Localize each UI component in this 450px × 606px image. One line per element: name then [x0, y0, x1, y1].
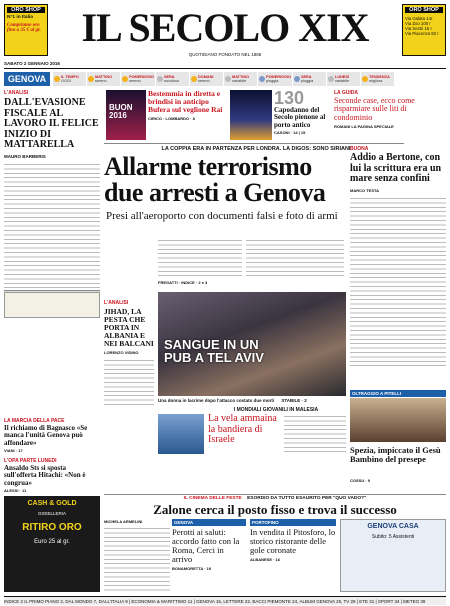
headline[interactable]: JIHAD, LA PESTA CHE PORTA IN ALBANIA E NEI BALCANI [104, 307, 154, 348]
section: GENOVA [172, 519, 246, 526]
left-promo-line2: Compriamo oro [7, 23, 40, 28]
lead-ref: FREGATTI · INDICE · 2 e 3 [158, 280, 208, 285]
body-text [350, 196, 446, 366]
right-promo-line: Via Piacenza 82 r [405, 31, 439, 36]
ad-right[interactable] [340, 519, 446, 592]
kicker: L'OPA PARTE LUNEDÌ [4, 458, 57, 464]
right-column [350, 146, 446, 386]
rain-icon [259, 76, 265, 82]
strip-story-1 [148, 90, 228, 140]
weather-strip [52, 72, 394, 86]
body-text [104, 526, 170, 592]
body-text [104, 358, 154, 408]
kicker: L'ANALISI [104, 300, 129, 306]
ref: VIANI · 17 [4, 448, 23, 454]
ref: ALESSI · 11 [4, 488, 27, 494]
headline[interactable]: DALL'EVASIONE FISCALE AL LAVORO IL FELICE INIZIO DI MATTARELLA [4, 97, 99, 150]
ad-left[interactable] [4, 496, 100, 592]
kicker: LA MARCIA DELLA PACE [4, 418, 65, 424]
headline[interactable]: Seconde case, ecco come risparmiare sulle liti di condominio [334, 96, 415, 122]
party-photo [106, 90, 146, 140]
lead-deck: Presi all'aeroporto con documenti falsi e foto di armi [106, 210, 338, 222]
headline[interactable]: In vendita il Pitosforo, lo storico ristorante delle gole coronate [250, 527, 336, 555]
weather-cell: IL TEMPO OGGI [52, 72, 86, 86]
left-promo [4, 4, 48, 56]
headline[interactable]: Bestemmia in diretta e brindisi in anticipo Bufera sul veglione Rai [148, 90, 223, 114]
genova-story [172, 519, 246, 595]
ad-sub: GIOIELLERIA [37, 511, 66, 516]
left-promo-label: ORO SHOP [7, 7, 45, 13]
photo-caption [158, 398, 346, 403]
cinema-kicker [104, 496, 446, 501]
kicker: L'ANALISI [4, 90, 29, 96]
sun-icon [88, 76, 94, 82]
oltraggio-box [350, 390, 446, 490]
weather-cell: DOMANI sereno [189, 72, 223, 86]
tel-aviv-photo[interactable] [158, 292, 346, 396]
masthead-title[interactable]: IL SECOLO XIX [81, 8, 369, 48]
center-body [284, 414, 346, 454]
footer-index: INDICE 2 IL PRIMO PIANO 2, DAL MONDO 7, DALL'ITALIA 9 | ECONOMIA & MARITTIMO 11 | GENOVA 15, LETTERE 22, BACCI PIEMONTE 24, ALBUM GENOVA 25, TV 29 | ETE 31 | SPORT 34 | METEO 39 [4, 596, 446, 605]
cloud-icon [225, 76, 231, 82]
sun-icon [122, 76, 128, 82]
headline[interactable]: Capodanno del Secolo pienone al porto antico [274, 106, 326, 129]
tag: ESORDIO DA TUTTO ESAURITO PER "QUO VADO?" [247, 496, 367, 501]
lead-headline[interactable]: Allarme terrorismo due arresti a Genova [104, 154, 326, 206]
weather-cell: POMERIGGIO pioggia [257, 72, 292, 86]
ref: CASONI · 14 | 15 [274, 130, 306, 136]
big-number: 130 [274, 90, 305, 108]
kicker: IL CINEMA DELLE FESTE [183, 496, 242, 501]
right-promo [402, 4, 446, 56]
cinema-headline[interactable]: Zalone cerca il posto fisso e trova il successo [153, 503, 397, 517]
headline[interactable]: Il richiamo di Bagnasco «Se manca l'unità Genova può affondare» [4, 424, 88, 447]
right-promo-line: Via Zoo 100 r [405, 21, 431, 26]
weather-cell: MATTINO sereno [86, 72, 120, 86]
nativity-photo [350, 398, 446, 442]
right-promo-label: ORO SHOP [405, 7, 443, 13]
portofino-story [250, 519, 336, 595]
cloud-icon [328, 76, 334, 82]
photo-badge: BUON 2016 [109, 104, 133, 120]
weather-cell: LUNEDÌ variabile [326, 72, 360, 86]
lead-body-2 [246, 238, 344, 278]
left-promo-line1: N°1 in Italia [7, 15, 33, 20]
author: MAURO BARBERIS [4, 153, 46, 159]
sun-icon [54, 76, 60, 82]
weather-cell: SERA nuvoloso [155, 72, 189, 86]
masthead-subtitle: QUOTIDIANO FONDATO NEL 1886 [188, 52, 262, 57]
cinema-body [104, 519, 170, 595]
kicker: LA GUIDA [334, 90, 358, 96]
issue-date: SABATO 2 GENNAIO 2016 [4, 61, 60, 66]
caption-ref: STABILE · 2 [281, 398, 307, 403]
weather-cell: POMERIGGIO sereno [120, 72, 155, 86]
cartoon [4, 292, 100, 318]
right-promo-line: Via Sestri 15 r [405, 26, 432, 31]
left-analysis [104, 300, 154, 410]
kicker: OLTRAGGIO A PITELLI [350, 390, 446, 397]
headline[interactable]: Spezia, impiccato il Gesù Bambino del presepe [350, 446, 441, 464]
headline[interactable]: Addio a Bertone, con lui la scrittura era un mare senza confini [350, 152, 442, 184]
top-right-guide [334, 90, 446, 140]
edition-label[interactable]: GENOVA [4, 72, 50, 86]
author: MARCO TESTA [350, 187, 380, 193]
center-kicker: I MONDIALI GIOVANILI IN MALESIA [233, 407, 319, 413]
sun-icon [191, 76, 197, 82]
ad-big: RITIRO ORO [22, 522, 82, 533]
ad-price: Euro 25 al gr. [34, 539, 70, 545]
ref: CIRICO · LOMBARDO · 8 [148, 115, 195, 121]
ad-line: Subito: 5 Assistenti [371, 534, 415, 540]
body-text [4, 162, 100, 292]
section: PORTOFINO [250, 519, 336, 526]
weather-cell: MATTINO variabile [223, 72, 257, 86]
weather-cell: SERA pioggia [292, 72, 326, 86]
weather-cell: TENDENZA migliora [360, 72, 394, 86]
ad-brand: GENOVA CASA [367, 523, 419, 530]
lead-body-1 [158, 238, 242, 278]
left-rule [4, 290, 100, 291]
center-headline[interactable]: La vela ammaina la bandiera di Israele [208, 414, 277, 445]
author: LORENZO VIDINO [104, 350, 139, 356]
photo-title: SANGUE IN UN PUB A TEL AVIV [164, 338, 264, 364]
masthead-rule [4, 68, 446, 69]
fireworks-photo [230, 90, 272, 140]
right-promo-line: Via Galata 14r [405, 16, 433, 21]
rain-icon [294, 76, 300, 82]
ad-brand: CASH & GOLD [27, 500, 77, 507]
author: MICHELA ARMELINI [104, 519, 143, 524]
headline[interactable]: Perotti ai saluti: accordo fatto con la Roma, Cerci in arrivo [172, 527, 240, 564]
cinema-rule [104, 494, 446, 495]
ref: ROMANI LA PAGINA SPECIALE [334, 124, 394, 130]
headline[interactable]: Ansaldo Sts si sposta sull'offerta Hitachi: «Non è congrua» [4, 464, 86, 487]
ref: ALBANESE · 16 [250, 556, 281, 562]
sailing-photo [158, 414, 204, 454]
kicker: BUONA [350, 146, 369, 152]
ref: BONAMORETTA · 19 [172, 565, 212, 571]
cloud-icon [157, 76, 163, 82]
lead-rule [104, 143, 404, 144]
lead-kicker: LA COPPIA ERA IN PARTENZA PER LONDRA. LA DIGOS: SONO SIRIANI [161, 146, 351, 152]
sun-icon [362, 76, 368, 82]
left-item-2 [4, 458, 100, 498]
top-left-column [4, 90, 100, 410]
caption-text: Una donna in lacrime dopo l'attacco costato due morti [158, 398, 275, 403]
ref: COSSU · 9 [350, 478, 371, 483]
left-promo-line3: fino a 35 € al gr. [7, 28, 41, 33]
left-item-1 [4, 418, 100, 458]
strip-story-2 [274, 90, 330, 140]
